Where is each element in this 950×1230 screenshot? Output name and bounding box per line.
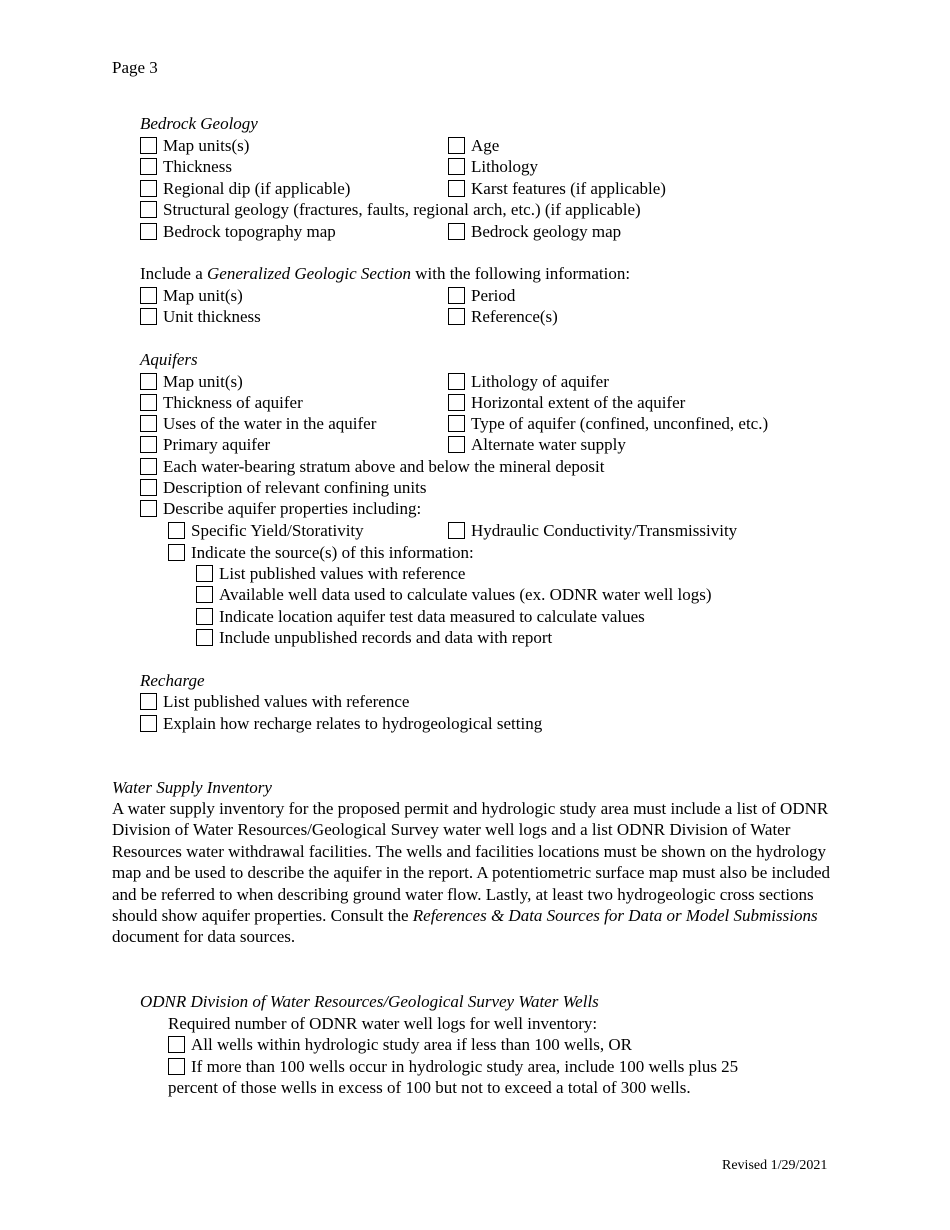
checkbox-label: Bedrock geology map xyxy=(471,222,622,241)
checkbox-label: Structural geology (fractures, faults, regional arch, etc.) (if applicable) xyxy=(163,200,641,219)
checkbox-row-map-units[interactable] xyxy=(140,135,249,156)
checkbox-row-geology-map[interactable] xyxy=(448,221,621,242)
checkbox-label: Lithology xyxy=(471,157,539,176)
checkbox[interactable] xyxy=(168,522,185,539)
revised-date: Revised 1/29/2021 xyxy=(722,1158,828,1173)
checkbox[interactable] xyxy=(140,436,157,453)
checkbox-label: Map unit(s) xyxy=(163,372,243,391)
checkbox-label: List published values with reference xyxy=(219,564,466,583)
checkbox-label: Explain how recharge relates to hydrogeological setting xyxy=(163,714,543,733)
checkbox-row-aq-confining[interactable] xyxy=(140,477,426,498)
checkbox-label: Map unit(s) xyxy=(163,286,243,305)
checkbox-label: Available well data used to calculate values (ex. ODNR water well logs) xyxy=(219,585,712,604)
checkbox[interactable] xyxy=(140,479,157,496)
checkbox[interactable] xyxy=(168,1058,185,1075)
checkbox[interactable] xyxy=(140,500,157,517)
checkbox[interactable] xyxy=(140,180,157,197)
checkbox-label: Indicate location aquifer test data measured to calculate values xyxy=(219,607,645,626)
checkbox-label: Specific Yield/Storativity xyxy=(191,521,364,540)
bedrock-heading: Bedrock Geology xyxy=(140,114,258,133)
checkbox-label: List published values with reference xyxy=(163,692,410,711)
water-supply-heading: Water Supply Inventory xyxy=(112,778,272,797)
checkbox-row-odnr-more-than[interactable] xyxy=(168,1056,738,1077)
checkbox[interactable] xyxy=(448,223,465,240)
checkbox-label: Map units(s) xyxy=(163,136,250,155)
checkbox[interactable] xyxy=(140,693,157,710)
checkbox[interactable] xyxy=(196,586,213,603)
checkbox-row-aq-available-well[interactable] xyxy=(196,584,712,605)
checkbox-row-period[interactable] xyxy=(448,285,515,306)
checkbox-label: Thickness xyxy=(163,157,232,176)
checkbox[interactable] xyxy=(140,158,157,175)
checkbox[interactable] xyxy=(140,394,157,411)
checkbox-label: Each water-bearing stratum above and below the mineral deposit xyxy=(163,457,605,476)
checkbox[interactable] xyxy=(448,436,465,453)
odnr-required-text: Required number of ODNR water well logs for well inventory: xyxy=(168,1014,598,1033)
checkbox[interactable] xyxy=(140,415,157,432)
checkbox-row-aq-alternate[interactable] xyxy=(448,434,626,455)
checkbox-row-aq-list-published[interactable] xyxy=(196,563,465,584)
checkbox-label: Primary aquifer xyxy=(163,435,271,454)
checkbox-label: All wells within hydrologic study area if less than 100 wells, OR xyxy=(191,1035,632,1054)
checkbox-row-references[interactable] xyxy=(448,306,558,327)
checkbox[interactable] xyxy=(448,287,465,304)
checkbox-label: Indicate the source(s) of this information: xyxy=(191,543,474,562)
checkbox-row-aq-indicate-source[interactable] xyxy=(168,542,474,563)
checkbox[interactable] xyxy=(196,565,213,582)
checkbox[interactable] xyxy=(140,715,157,732)
section-intro-after: with the following information: xyxy=(410,264,631,283)
odnr-heading: ODNR Division of Water Resources/Geological Survey Water Wells xyxy=(140,992,599,1011)
checkbox[interactable] xyxy=(140,458,157,475)
checkbox[interactable] xyxy=(448,180,465,197)
checkbox[interactable] xyxy=(140,308,157,325)
checkbox-row-topo-map[interactable] xyxy=(140,221,336,242)
checkbox-label: Include unpublished records and data with report xyxy=(219,628,553,647)
section-intro xyxy=(140,263,630,284)
checkbox[interactable] xyxy=(448,158,465,175)
checkbox-label: Regional dip (if applicable) xyxy=(163,179,351,198)
checkbox-label: Bedrock topography map xyxy=(163,222,336,241)
checkbox-label: Alternate water supply xyxy=(471,435,626,454)
checkbox[interactable] xyxy=(448,522,465,539)
water-supply-text-end: document for data sources. xyxy=(112,927,296,947)
checkbox-row-recharge-list[interactable] xyxy=(140,691,409,712)
checkbox-label: If more than 100 wells occur in hydrologic study area, include 100 wells plus 25 xyxy=(191,1057,739,1076)
checkbox-label: Hydraulic Conductivity/Transmissivity xyxy=(471,521,738,540)
checkbox-label: Type of aquifer (confined, unconfined, etc.) xyxy=(471,414,769,433)
checkbox[interactable] xyxy=(448,373,465,390)
checkbox[interactable] xyxy=(140,201,157,218)
checkbox-label: Description of relevant confining units xyxy=(163,478,427,497)
page-number: Page 3 xyxy=(112,58,158,77)
checkbox[interactable] xyxy=(140,137,157,154)
checkbox[interactable] xyxy=(168,544,185,561)
checkbox-row-aq-thickness[interactable] xyxy=(140,392,303,413)
section-intro-italic: Generalized Geologic Section xyxy=(207,264,411,283)
checkbox-row-structural[interactable] xyxy=(140,199,641,220)
checkbox-row-age[interactable] xyxy=(448,135,499,156)
checkbox-row-recharge-explain[interactable] xyxy=(140,713,542,734)
checkbox-row-aq-type[interactable] xyxy=(448,413,768,434)
checkbox-row-aq-describe[interactable] xyxy=(140,498,421,519)
checkbox-row-aq-lithology[interactable] xyxy=(448,371,609,392)
checkbox-row-thickness[interactable] xyxy=(140,156,232,177)
checkbox-label: Describe aquifer properties including: xyxy=(163,499,422,518)
checkbox-label: Thickness of aquifer xyxy=(163,393,303,412)
checkbox-row-aq-hydraulic[interactable] xyxy=(448,520,737,541)
section-intro-before: Include a xyxy=(140,264,208,283)
checkbox-row-aq-include-unpublished[interactable] xyxy=(196,627,552,648)
checkbox-label: Karst features (if applicable) xyxy=(471,179,666,198)
checkbox[interactable] xyxy=(140,223,157,240)
odnr-more-than-continued: percent of those wells in excess of 100 but not to exceed a total of 300 wells. xyxy=(168,1078,691,1097)
checkbox-label: Unit thickness xyxy=(163,307,261,326)
checkbox[interactable] xyxy=(448,394,465,411)
checkbox-row-aq-each-stratum[interactable] xyxy=(140,456,605,477)
checkbox[interactable] xyxy=(140,373,157,390)
references-doc-title: References & Data Sources for Data or Model Submissions xyxy=(412,906,818,926)
checkbox-label: Reference(s) xyxy=(471,307,558,326)
checkbox-label: Lithology of aquifer xyxy=(471,372,609,391)
water-supply-text: A water supply inventory for the proposed permit and hydrologic study area must include a list of ODNR Division of Water Resources/Geological Survey water well logs and a list ODNR Division of Water Resources water withdrawal facilities. The wells and facilities locations must be shown on the hydrology map and be used to describe the aquifer in the report. A potentiometric surface map must also be included and be referred to when describing ground water flow. Lastly, at least two hydrogeologic cross sections should show aquifer properties. Consult the xyxy=(112,799,831,926)
checkbox[interactable] xyxy=(168,1036,185,1053)
checkbox-row-aq-specific-yield[interactable] xyxy=(168,520,364,541)
recharge-heading: Recharge xyxy=(140,671,205,690)
aquifers-heading: Aquifers xyxy=(140,350,198,369)
checkbox-row-aq-map-units[interactable] xyxy=(140,371,243,392)
checkbox-label: Horizontal extent of the aquifer xyxy=(471,393,686,412)
checkbox-label: Age xyxy=(471,136,500,155)
checkbox[interactable] xyxy=(196,629,213,646)
checkbox[interactable] xyxy=(448,137,465,154)
checkbox-label: Period xyxy=(471,286,516,305)
checkbox[interactable] xyxy=(140,287,157,304)
checkbox-row-odnr-all-wells[interactable] xyxy=(168,1034,632,1055)
water-supply-paragraph xyxy=(112,798,837,948)
checkbox-row-aq-primary[interactable] xyxy=(140,434,270,455)
checkbox[interactable] xyxy=(448,415,465,432)
checkbox-row-karst[interactable] xyxy=(448,178,666,199)
checkbox-row-section-map-units[interactable] xyxy=(140,285,243,306)
checkbox[interactable] xyxy=(448,308,465,325)
checkbox[interactable] xyxy=(196,608,213,625)
checkbox-row-unit-thickness[interactable] xyxy=(140,306,261,327)
checkbox-label: Uses of the water in the aquifer xyxy=(163,414,377,433)
checkbox-row-aq-horizontal[interactable] xyxy=(448,392,685,413)
checkbox-row-aq-indicate-location[interactable] xyxy=(196,606,645,627)
checkbox-row-regional-dip[interactable] xyxy=(140,178,350,199)
checkbox-row-aq-uses[interactable] xyxy=(140,413,376,434)
checkbox-row-lithology[interactable] xyxy=(448,156,538,177)
